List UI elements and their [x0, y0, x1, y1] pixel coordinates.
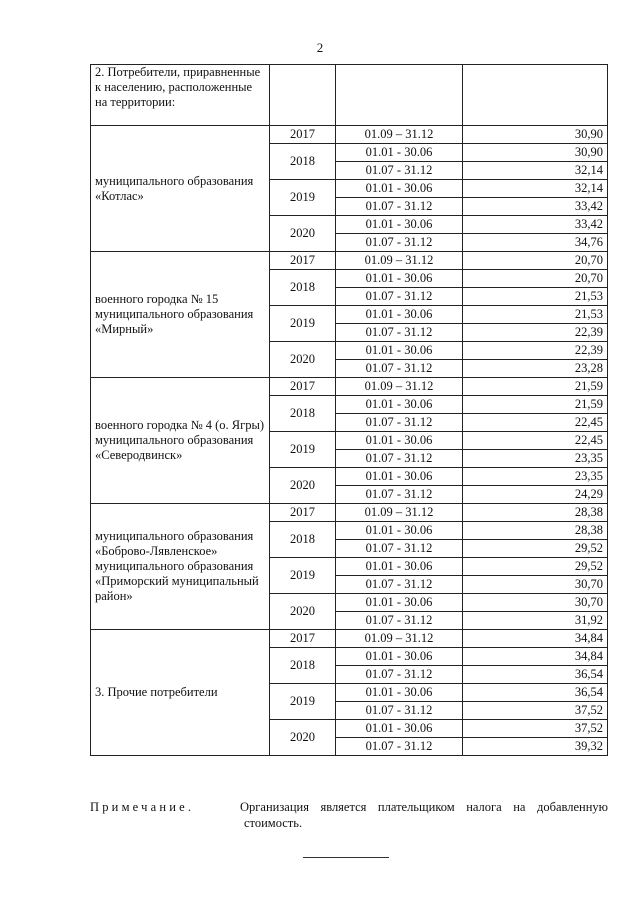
tariff-value-cell: 28,38	[463, 522, 608, 540]
year-cell: 2020	[270, 468, 336, 504]
year-cell: 2019	[270, 306, 336, 342]
table-row	[91, 378, 608, 396]
period-cell: 01.01 - 30.06	[336, 684, 463, 702]
period-cell: 01.07 - 31.12	[336, 450, 463, 468]
tariff-value-cell: 21,53	[463, 306, 608, 324]
tariff-value-cell: 34,76	[463, 234, 608, 252]
period-cell: 01.01 - 30.06	[336, 432, 463, 450]
year-cell: 2020	[270, 342, 336, 378]
tariff-value-cell: 23,28	[463, 360, 608, 378]
tariff-value-cell: 36,54	[463, 684, 608, 702]
tariff-value-cell: 22,39	[463, 342, 608, 360]
year-cell: 2017	[270, 378, 336, 396]
table-row	[91, 504, 608, 522]
year-cell: 2017	[270, 252, 336, 270]
period-cell: 01.07 - 31.12	[336, 612, 463, 630]
tariff-value-cell: 21,59	[463, 396, 608, 414]
year-cell: 2017	[270, 504, 336, 522]
period-cell: 01.07 - 31.12	[336, 414, 463, 432]
period-cell: 01.07 - 31.12	[336, 360, 463, 378]
year-cell: 2019	[270, 558, 336, 594]
tariff-value-cell: 22,45	[463, 414, 608, 432]
table-row	[91, 630, 608, 648]
tariff-value-cell: 32,14	[463, 162, 608, 180]
year-cell: 2018	[270, 522, 336, 558]
period-cell: 01.01 - 30.06	[336, 144, 463, 162]
divider-line	[303, 857, 389, 858]
tariff-value-cell: 23,35	[463, 468, 608, 486]
year-cell: 2019	[270, 684, 336, 720]
tariff-value-cell: 22,45	[463, 432, 608, 450]
year-cell: 2020	[270, 720, 336, 756]
period-cell: 01.01 - 30.06	[336, 648, 463, 666]
year-cell: 2020	[270, 216, 336, 252]
period-cell: 01.07 - 31.12	[336, 324, 463, 342]
year-cell	[270, 65, 336, 126]
tariff-value-cell: 29,52	[463, 558, 608, 576]
tariff-value-cell: 20,70	[463, 252, 608, 270]
period-cell: 01.07 - 31.12	[336, 288, 463, 306]
tariff-value-cell: 37,52	[463, 720, 608, 738]
table-row	[91, 252, 608, 270]
tariff-value-cell: 30,90	[463, 144, 608, 162]
year-cell: 2018	[270, 648, 336, 684]
tariff-value-cell: 33,42	[463, 216, 608, 234]
period-cell	[336, 65, 463, 126]
period-cell: 01.01 - 30.06	[336, 342, 463, 360]
year-cell: 2017	[270, 126, 336, 144]
year-cell: 2020	[270, 594, 336, 630]
tariff-value-cell: 28,38	[463, 504, 608, 522]
consumer-group-label: муниципального образования «Котлас»	[91, 126, 270, 252]
period-cell: 01.09 – 31.12	[336, 252, 463, 270]
note-label: Примечание.	[90, 800, 195, 814]
page-number: 2	[316, 40, 324, 55]
period-cell: 01.07 - 31.12	[336, 540, 463, 558]
consumer-group-label: военного городка № 15 муниципального образования «Мирный»	[91, 252, 270, 378]
tariff-value-cell: 21,53	[463, 288, 608, 306]
year-cell: 2019	[270, 432, 336, 468]
period-cell: 01.07 - 31.12	[336, 234, 463, 252]
period-cell: 01.09 – 31.12	[336, 630, 463, 648]
tariff-value-cell: 34,84	[463, 648, 608, 666]
tariff-value-cell: 37,52	[463, 702, 608, 720]
tariff-value-cell: 33,42	[463, 198, 608, 216]
tariff-value-cell: 30,90	[463, 126, 608, 144]
period-cell: 01.07 - 31.12	[336, 666, 463, 684]
table-row	[91, 126, 608, 144]
period-cell: 01.07 - 31.12	[336, 162, 463, 180]
category-cell: 2. Потребители, приравненные к населению, расположенные на территории:	[91, 65, 270, 126]
tariff-value-cell: 29,52	[463, 540, 608, 558]
tariff-value-cell: 21,59	[463, 378, 608, 396]
period-cell: 01.01 - 30.06	[336, 468, 463, 486]
period-cell: 01.09 – 31.12	[336, 504, 463, 522]
period-cell: 01.01 - 30.06	[336, 180, 463, 198]
period-cell: 01.01 - 30.06	[336, 522, 463, 540]
period-cell: 01.01 - 30.06	[336, 396, 463, 414]
note-continuation: стоимость.	[244, 816, 303, 830]
tariff-value-cell: 22,39	[463, 324, 608, 342]
tariff-value-cell: 34,84	[463, 630, 608, 648]
year-cell: 2018	[270, 144, 336, 180]
year-cell: 2018	[270, 270, 336, 306]
period-cell: 01.09 – 31.12	[336, 126, 463, 144]
table-header-row	[91, 65, 608, 126]
consumer-group-label: 3. Прочие потребители	[91, 630, 270, 756]
note-text: Организация является плательщиком налога на добавленную	[240, 800, 608, 814]
year-cell: 2017	[270, 630, 336, 648]
tariff-value-cell: 30,70	[463, 576, 608, 594]
tariff-value-cell: 30,70	[463, 594, 608, 612]
period-cell: 01.07 - 31.12	[336, 702, 463, 720]
period-cell: 01.01 - 30.06	[336, 594, 463, 612]
period-cell: 01.07 - 31.12	[336, 198, 463, 216]
value-cell	[463, 65, 608, 126]
period-cell: 01.07 - 31.12	[336, 738, 463, 756]
consumer-group-label: военного городка № 4 (о. Ягры) муниципального образования «Северодвинск»	[91, 378, 270, 504]
tariff-value-cell: 23,35	[463, 450, 608, 468]
period-cell: 01.09 – 31.12	[336, 378, 463, 396]
tariff-value-cell: 31,92	[463, 612, 608, 630]
tariff-value-cell: 24,29	[463, 486, 608, 504]
period-cell: 01.07 - 31.12	[336, 486, 463, 504]
period-cell: 01.07 - 31.12	[336, 576, 463, 594]
tariff-value-cell: 39,32	[463, 738, 608, 756]
tariff-value-cell: 20,70	[463, 270, 608, 288]
period-cell: 01.01 - 30.06	[336, 270, 463, 288]
tariff-table	[90, 64, 608, 756]
period-cell: 01.01 - 30.06	[336, 216, 463, 234]
period-cell: 01.01 - 30.06	[336, 720, 463, 738]
period-cell: 01.01 - 30.06	[336, 306, 463, 324]
tariff-value-cell: 32,14	[463, 180, 608, 198]
tariff-value-cell: 36,54	[463, 666, 608, 684]
year-cell: 2019	[270, 180, 336, 216]
year-cell: 2018	[270, 396, 336, 432]
period-cell: 01.01 - 30.06	[336, 558, 463, 576]
note	[90, 799, 608, 815]
consumer-group-label: муниципального образования «Боброво-Лявленское» муниципального образования «Приморский муниципальный район»	[91, 504, 270, 630]
